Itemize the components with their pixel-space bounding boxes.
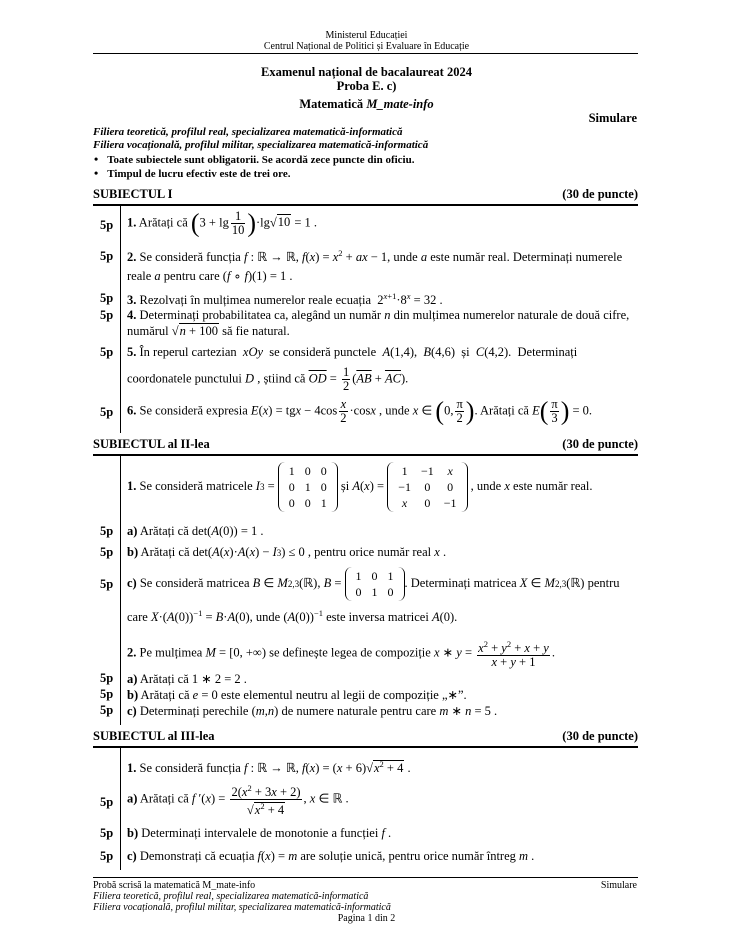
problem-2-1: 1. Se consideră matricele I3 = 1 0 0 0 1 0 0 0 1 și A(x) = 1 −1 x −1 0 0 x 0 −1 , unde x este număr real. — [127, 464, 593, 510]
subject-title: Matematică M_mate-info — [299, 97, 434, 111]
page-number: Pagina 1 din 2 — [337, 913, 396, 924]
problem-2-1b: b) Arătați că det(A(x)·A(x) − I3) ≤ 0 , pentru orice număr real x . — [127, 545, 447, 559]
points-2-2b: 5p — [100, 687, 114, 701]
subiect-2-heading: SUBIECTUL al II-lea (30 de puncte) — [93, 437, 638, 451]
subiect-2-rule — [93, 454, 638, 456]
subiect-3-rule — [93, 746, 638, 748]
points-1-5: 5p — [100, 345, 114, 359]
points-1-6: 5p — [100, 405, 114, 419]
problem-1-5-cont: coordonatele punctului D , știind că $\overline{OD}$ = $\frac{1}{2}$ $(\overline{AB} + \overline{AC})$. — [127, 365, 409, 393]
problem-1-2: 2. Se consideră funcția f : ℝ → ℝ, $f(x) = x^2$ + ax − 1, unde a este număr real. Determinați numerele — [127, 248, 623, 265]
problem-2-2a: a) Arătați că 1 ∗ 2 = 2 . — [127, 672, 247, 686]
filiera-vocationala: Filiera vocațională, profilul militar, specializarea matematică-informatică — [93, 139, 429, 151]
exam-title: Examenul național de bacalaureat 2024 — [261, 65, 472, 79]
footer-line-2: Filiera teoretică, profilul real, specializarea matematică-informatică — [93, 891, 369, 902]
header-rule — [93, 53, 638, 54]
problem-1-4-cont: numărul √n + 100 să fie natural. — [127, 324, 290, 338]
points-1-2: 5p — [100, 249, 114, 263]
ministry-name: Ministerul Educației — [325, 30, 408, 41]
points-3-1c: 5p — [100, 849, 114, 863]
problem-2-2b: b) Arătați că e = 0 este elementul neutru al legii de compoziție „∗”. — [127, 688, 467, 702]
points-2-1a: 5p — [100, 524, 114, 538]
points-2-2c: 5p — [100, 703, 114, 717]
footer-line-1: Probă scrisă la matematică M_mate-info — [93, 880, 256, 891]
subiect-3-heading: SUBIECTUL al III-lea (30 de puncte) — [93, 729, 638, 743]
problem-1-6: 6. Se consideră expresia E(x) = tgx − 4cos $\frac{x}{2}$ ·cosx , unde x ∈ (0, $\frac{\pi}{2}$ ). Arătați că E( $\frac{\pi}{3}$ ) = 0. — [127, 396, 593, 426]
simulare-label: Simulare — [588, 111, 637, 125]
problem-3-1c: c) Demonstrați că ecuația f(x) = m are soluție unică, pentru orice număr întreg m . — [127, 849, 535, 863]
center-name: Centrul Național de Politici și Evaluare în Educație — [263, 41, 470, 52]
problem-2-2: 2. Pe mulțimea M = [0, +∞) se definește legea de compoziție x ∗ y = $\frac{x^2 + y^2 + x + y}{x + y + 1}$ . — [127, 639, 555, 670]
bullet-2: • Timpul de lucru efectiv este de trei ore. — [94, 166, 291, 180]
subiect-1-rule — [93, 204, 638, 206]
footer-line-3: Filiera vocațională, profilul militar, specializarea matematică-informatică — [93, 902, 391, 913]
problem-1-5: 5. În reperul cartezian xOy se consideră punctele A(1,4), B(4,6) și C(4,2). Determinați — [127, 345, 578, 359]
problem-1-3: 3. Rezolvați în mulțimea numerelor reale ecuația $2^{x+1}\cdot 8^x = 32$ . — [127, 291, 443, 308]
points-1-3: 5p — [100, 291, 114, 305]
problem-1-1: 1. Arătați că (3 + lg $\frac{1}{10}$ )·lg√10 = 1 . — [127, 208, 318, 238]
problem-2-1a: a) Arătați că det(A(0)) = 1 . — [127, 524, 264, 538]
problem-2-2c: c) Determinați perechile (m,n) de numere naturale pentru care m ∗ n = 5 . — [127, 704, 498, 718]
problem-2-1c: c) Se consideră matricea B ∈ M2,3(ℝ), B = 1 0 1 0 1 0 . Determinați matricea X ∈ M2,3(ℝ) pentru — [127, 569, 620, 599]
points-2-1c: 5p — [100, 577, 114, 591]
subiect-1-heading: SUBIECTUL I (30 de puncte) — [93, 187, 638, 201]
problem-1-4: 4. Determinați probabilitatea ca, alegând un număr n din mulțimea numerelor naturale de două cifre, — [127, 308, 630, 322]
bullet-1: • Toate subiectele sunt obligatorii. Se acordă zece puncte din oficiu. — [94, 152, 415, 166]
points-2-2a: 5p — [100, 671, 114, 685]
points-3-1b: 5p — [100, 826, 114, 840]
problem-2-1c-cont: care $X\cdot(A(0))^{-1} = B\cdot A(0)$, unde $(A(0))^{-1}$ este inversa matricei A(0). — [127, 608, 458, 625]
points-2-1b: 5p — [100, 545, 114, 559]
proba-title: Proba E. c) — [336, 79, 397, 93]
problem-3-1b: b) Determinați intervalele de monotonie a funcției f . — [127, 826, 392, 840]
footer-simulare: Simulare — [600, 880, 637, 891]
problem-1-2-cont: reale a pentru care (f ∘ f)(1) = 1 . — [127, 269, 293, 283]
problem-3-1: 1. Se consideră funcția f : ℝ → ℝ, $f(x) = (x + 6)√x^2 + 4$ . — [127, 759, 411, 776]
points-1-1: 5p — [100, 218, 114, 232]
points-1-4: 5p — [100, 308, 114, 322]
points-3-1a: 5p — [100, 795, 114, 809]
problem-3-1a: a) Arătați că f ′(x) = $\frac{2(x^2 + 3x + 2)}{√x^2 + 4}$ , x ∈ ℝ . — [127, 783, 349, 818]
filiera-teoretica: Filiera teoretică, profilul real, specializarea matematică-informatică — [93, 126, 403, 138]
footer-rule — [93, 877, 638, 878]
